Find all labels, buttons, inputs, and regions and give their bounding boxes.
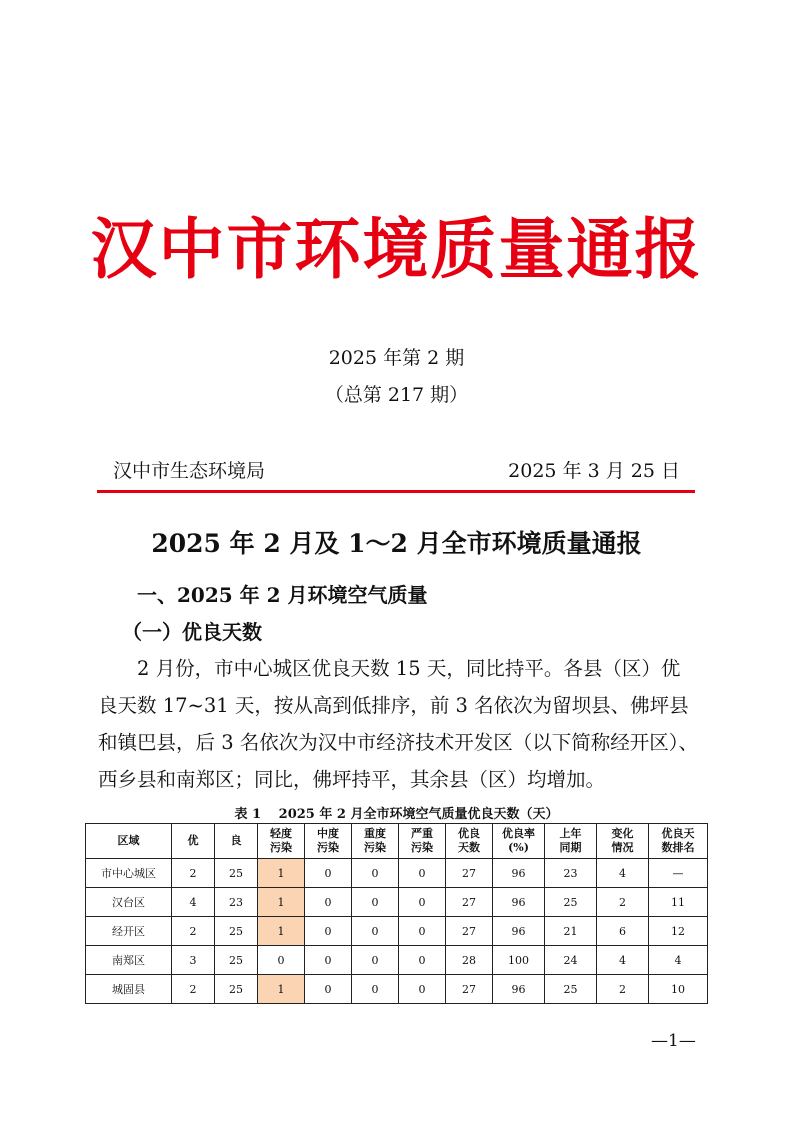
table-cell: 0 <box>352 917 399 946</box>
table-cell: 23 <box>545 859 597 888</box>
paragraph-line: 2 月份，市中心城区优良天数 15 天，同比持平。各县（区）优 <box>137 657 681 680</box>
column-header-text: 污染 <box>411 841 433 854</box>
column-header-text: 同期 <box>559 841 582 854</box>
total-issue-number: （总第 217 期） <box>324 384 469 406</box>
table-cell: 27 <box>446 859 493 888</box>
table-cell: 1 <box>258 917 305 946</box>
table-cell: 1 <box>258 975 305 1004</box>
table-row <box>86 917 708 946</box>
column-header-text: 严重 <box>411 827 433 840</box>
table-caption: 表 1 2025 年 2 月全市环境空气质量优良天数（天） <box>234 807 559 822</box>
table-cell: 25 <box>215 859 258 888</box>
air-quality-table <box>85 823 708 1004</box>
column-header <box>649 824 708 859</box>
table-cell: 28 <box>446 946 493 975</box>
column-header-text: 区域 <box>117 834 140 847</box>
column-header-text: 污染 <box>270 841 292 854</box>
table-cell: 27 <box>446 888 493 917</box>
column-header <box>172 824 215 859</box>
table-cell: 4 <box>597 859 649 888</box>
column-header-text: 情况 <box>611 841 634 854</box>
table-row <box>86 859 708 888</box>
table-cell: 10 <box>649 975 708 1004</box>
table-cell: 24 <box>545 946 597 975</box>
table-cell: 21 <box>545 917 597 946</box>
column-header-text: 良 <box>230 834 242 847</box>
column-header-text: 天数 <box>458 841 480 854</box>
table-cell: 11 <box>649 888 708 917</box>
table-cell: 23 <box>215 888 258 917</box>
table-cell: 0 <box>305 946 352 975</box>
table-row <box>86 975 708 1004</box>
table-row <box>86 946 708 975</box>
table-cell: 0 <box>399 975 446 1004</box>
table-cell: 2 <box>597 975 649 1004</box>
table-cell: 0 <box>352 946 399 975</box>
table-cell: 0 <box>399 946 446 975</box>
table-cell: 0 <box>305 975 352 1004</box>
table-cell: 0 <box>352 888 399 917</box>
column-header-text: 污染 <box>317 841 339 854</box>
column-header-text: 优 <box>187 834 199 847</box>
table-cell: 25 <box>215 975 258 1004</box>
region-cell: 城固县 <box>86 975 172 1004</box>
table-cell: 0 <box>399 859 446 888</box>
table-cell: 0 <box>399 888 446 917</box>
table-cell: 96 <box>493 975 545 1004</box>
column-header-text: 数排名 <box>661 841 695 854</box>
table-cell: 96 <box>493 917 545 946</box>
table-cell: 25 <box>215 917 258 946</box>
table-cell: 0 <box>352 975 399 1004</box>
column-header-text: 变化 <box>611 827 634 840</box>
column-header <box>258 824 305 859</box>
table-cell: 27 <box>446 975 493 1004</box>
column-header-text: 优良率 <box>502 827 535 840</box>
publish-date: 2025 年 3 月 25 日 <box>508 460 680 482</box>
column-header-text: 中度 <box>317 827 339 840</box>
table-cell: 2 <box>172 975 215 1004</box>
table-row <box>86 888 708 917</box>
column-header <box>399 824 446 859</box>
header-divider <box>97 490 695 493</box>
region-cell: 市中心城区 <box>86 859 172 888</box>
section-heading: 一、2025 年 2 月环境空气质量 <box>137 583 428 607</box>
table-cell: 27 <box>446 917 493 946</box>
table-cell: 0 <box>258 946 305 975</box>
table-cell: 2 <box>172 859 215 888</box>
column-header <box>215 824 258 859</box>
table-cell: 0 <box>399 917 446 946</box>
paragraph-line: 和镇巴县，后 3 名依次为汉中市经济技术开发区（以下简称经开区）、 <box>98 731 699 754</box>
issue-number: 2025 年第 2 期 <box>328 347 465 369</box>
table-cell: 4 <box>597 946 649 975</box>
table-header-row <box>86 824 708 859</box>
table-cell: 25 <box>545 888 597 917</box>
table-cell: 25 <box>545 975 597 1004</box>
column-header-text: (%) <box>508 841 529 854</box>
paragraph-line: 良天数 17~31 天，按从高到低排序，前 3 名依次为留坝县、佛坪县 <box>98 694 689 717</box>
report-heading: 2025 年 2 月及 1～2 月全市环境质量通报 <box>151 529 642 558</box>
column-header <box>305 824 352 859</box>
body-paragraph <box>98 650 698 798</box>
region-cell: 南郑区 <box>86 946 172 975</box>
table-cell: 4 <box>649 946 708 975</box>
column-header-text: 轻度 <box>270 827 292 840</box>
column-header <box>446 824 493 859</box>
column-header-text: 上年 <box>559 827 582 840</box>
column-header <box>352 824 399 859</box>
table-cell: 2 <box>597 888 649 917</box>
column-header <box>597 824 649 859</box>
column-header <box>493 824 545 859</box>
column-header-text: 重度 <box>364 827 386 840</box>
page-number: —1— <box>651 1031 696 1051</box>
column-header-text: 优良天 <box>661 827 695 840</box>
table-cell: 0 <box>305 859 352 888</box>
paragraph-line: 西乡县和南郑区；同比，佛坪持平，其余县（区）均增加。 <box>98 768 606 791</box>
bulletin-title: 汉中市环境质量通报 <box>90 211 703 288</box>
table-cell: 12 <box>649 917 708 946</box>
table-cell: — <box>649 859 708 888</box>
column-header <box>545 824 597 859</box>
table-cell: 1 <box>258 859 305 888</box>
table-cell: 0 <box>305 917 352 946</box>
column-header-text: 污染 <box>364 841 386 854</box>
subsection-heading: （一）优良天数 <box>122 620 262 644</box>
table-cell: 3 <box>172 946 215 975</box>
table-cell: 1 <box>258 888 305 917</box>
table-cell: 100 <box>493 946 545 975</box>
table-cell: 6 <box>597 917 649 946</box>
table-cell: 2 <box>172 917 215 946</box>
publisher: 汉中市生态环境局 <box>113 460 266 482</box>
table-cell: 4 <box>172 888 215 917</box>
column-header-text: 优良 <box>458 827 480 840</box>
table-cell: 96 <box>493 888 545 917</box>
table-cell: 96 <box>493 859 545 888</box>
column-header <box>86 824 172 859</box>
table-body <box>86 859 708 1004</box>
table-cell: 0 <box>352 859 399 888</box>
table-cell: 0 <box>305 888 352 917</box>
region-cell: 汉台区 <box>86 888 172 917</box>
table-cell: 25 <box>215 946 258 975</box>
region-cell: 经开区 <box>86 917 172 946</box>
